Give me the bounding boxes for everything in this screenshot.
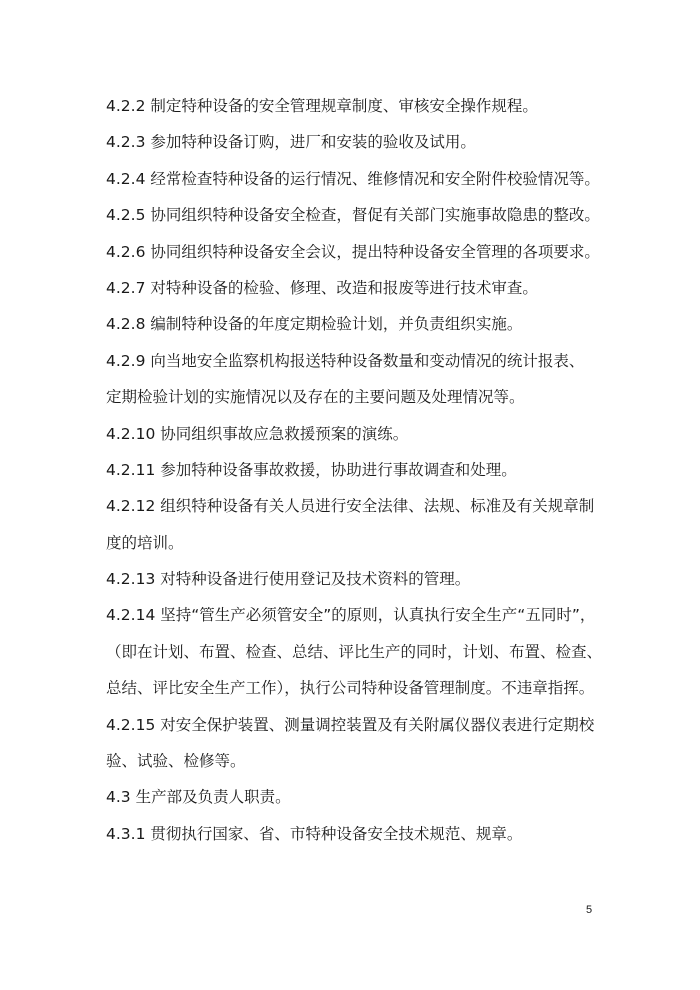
page-number: 5 bbox=[586, 904, 593, 916]
text-line-17: 总结、评比安全生产工作），执行公司特种设备管理制度。不违章指挥。 bbox=[106, 679, 595, 698]
text-line-11: 4.2.11 参加特种设备事故救援，协助进行事故调查和处理。 bbox=[106, 460, 517, 479]
text-line-7: 4.2.8 编制特种设备的年度定期检验计划，并负责组织实施。 bbox=[106, 315, 523, 334]
text-line-5: 4.2.6 协同组织特种设备安全会议，提出特种设备安全管理的各项要求。 bbox=[106, 242, 600, 261]
document-body bbox=[106, 88, 618, 852]
text-line-3: 4.2.4 经常检查特种设备的运行情况、维修情况和安全附件校验情况等。 bbox=[106, 169, 600, 188]
text-line-4: 4.2.5 协同组织特种设备安全检查，督促有关部门实施事故隐患的整改。 bbox=[106, 206, 600, 225]
text-line-16: （即在计划、布置、检查、总结、评比生产的同时，计划、布置、检查、 bbox=[106, 642, 603, 661]
text-line-15: 4.2.14 坚持“管生产必须管安全”的原则，认真执行安全生产“五同时”， bbox=[106, 606, 596, 625]
text-line-8: 4.2.9 向当地安全监察机构报送特种设备数量和变动情况的统计报表、 bbox=[106, 351, 585, 370]
text-line-21: 4.3.1 贯彻执行国家、省、市特种设备安全技术规范、规章。 bbox=[106, 824, 523, 843]
text-line-10: 4.2.10 协同组织事故应急救援预案的演练。 bbox=[106, 424, 409, 443]
text-line-12: 4.2.12 组织特种设备有关人员进行安全法律、法规、标准及有关规章制 bbox=[106, 497, 595, 516]
text-line-20: 4.3 生产部及负责人职责。 bbox=[106, 788, 291, 807]
text-line-2: 4.2.3 参加特种设备订购，进厂和安装的验收及试用。 bbox=[106, 133, 476, 152]
text-line-13: 度的培训。 bbox=[106, 533, 184, 552]
text-line-9: 定期检验计划的实施情况以及存在的主要问题及处理情况等。 bbox=[106, 388, 525, 407]
text-line-1: 4.2.2 制定特种设备的安全管理规章制度、审核安全操作规程。 bbox=[106, 97, 538, 115]
text-line-18: 4.2.15 对安全保护装置、测量调控装置及有关附属仪器仪表进行定期校 bbox=[106, 715, 595, 734]
text-line-6: 4.2.7 对特种设备的检验、修理、改造和报废等进行技术审查。 bbox=[106, 278, 538, 297]
text-line-19: 验、试验、检修等。 bbox=[106, 752, 246, 771]
text-line-14: 4.2.13 对特种设备进行使用登记及技术资料的管理。 bbox=[106, 570, 471, 589]
